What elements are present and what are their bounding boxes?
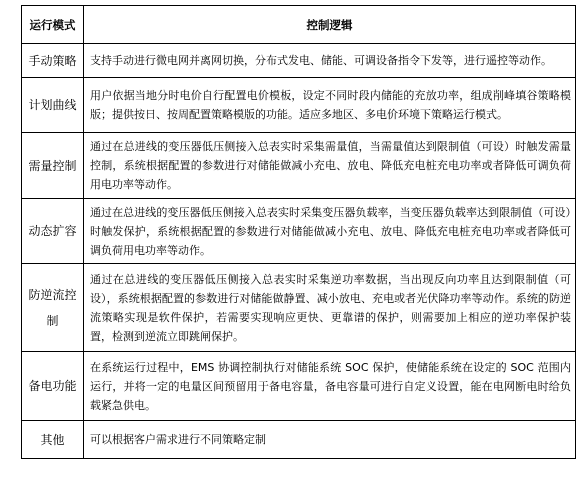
row-logic: 用户依据当地分时电价自行配置电价模板，设定不同时段内储能的充放功率，组成削峰填谷策略模版；提供按日、按周配置策略模版的功能。适应多地区、多电价环境下策略运行模式。: [84, 78, 576, 133]
row-mode: 计划曲线: [22, 78, 84, 133]
header-mode: 运行模式: [22, 6, 84, 44]
row-mode: 需量控制: [22, 133, 84, 199]
row-mode: 动态扩容: [22, 199, 84, 264]
table-row: [22, 78, 576, 133]
strategy-table: [21, 5, 576, 459]
table-row: [22, 44, 576, 78]
row-logic: 支持手动进行微电网并离网切换，分布式发电、储能、可调设备指令下发等，进行遥控等动作。: [84, 44, 576, 78]
table-header-row: [22, 6, 576, 44]
row-mode: 备电功能: [22, 352, 84, 421]
row-logic: 通过在总进线的变压器低压侧接入总表实时采集变压器负载率，当变压器负载率达到限制值（可设）时触发保护，系统根据配置的参数进行对储能做减小充电、放电、降低充电桩充电功率或者降低可调负荷用电功率等动作。: [84, 199, 576, 264]
table-row: [22, 264, 576, 352]
header-logic: 控制逻辑: [84, 6, 576, 44]
row-logic: 在系统运行过程中，EMS 协调控制执行对储能系统 SOC 保护，使储能系统在设定的 SOC 范围内运行，并将一定的电量区间预留用于备电容量，备电容量可进行自定义设置，能在电网断电时给负载紧急供电。: [84, 352, 576, 421]
row-mode: 手动策略: [22, 44, 84, 78]
table-row: [22, 352, 576, 421]
table-row: [22, 199, 576, 264]
row-logic: 可以根据客户需求进行不同策略定制: [84, 421, 576, 459]
table-row: [22, 133, 576, 199]
row-logic: 通过在总进线的变压器低压侧接入总表实时采集逆功率数据，当出现反向功率且达到限制值（可设），系统根据配置的参数进行对储能做静置、减小放电、充电或者光伏降功率等动作。系统的防逆流策略实现是软件保护，若需要实现响应更快、更靠谱的保护，则需要加上相应的逆功率保护装置，检测到逆流立即跳闸保护。: [84, 264, 576, 352]
table-row: [22, 421, 576, 459]
strategy-table-container: [21, 5, 576, 459]
row-mode: 防逆流控制: [22, 264, 84, 352]
row-mode: 其他: [22, 421, 84, 459]
row-logic: 通过在总进线的变压器低压侧接入总表实时采集需量值，当需量值达到限制值（可设）时触发需量控制，系统根据配置的参数进行对储能做减小充电、放电、降低充电桩充电功率或者降低可调负荷用电功率等动作。: [84, 133, 576, 199]
